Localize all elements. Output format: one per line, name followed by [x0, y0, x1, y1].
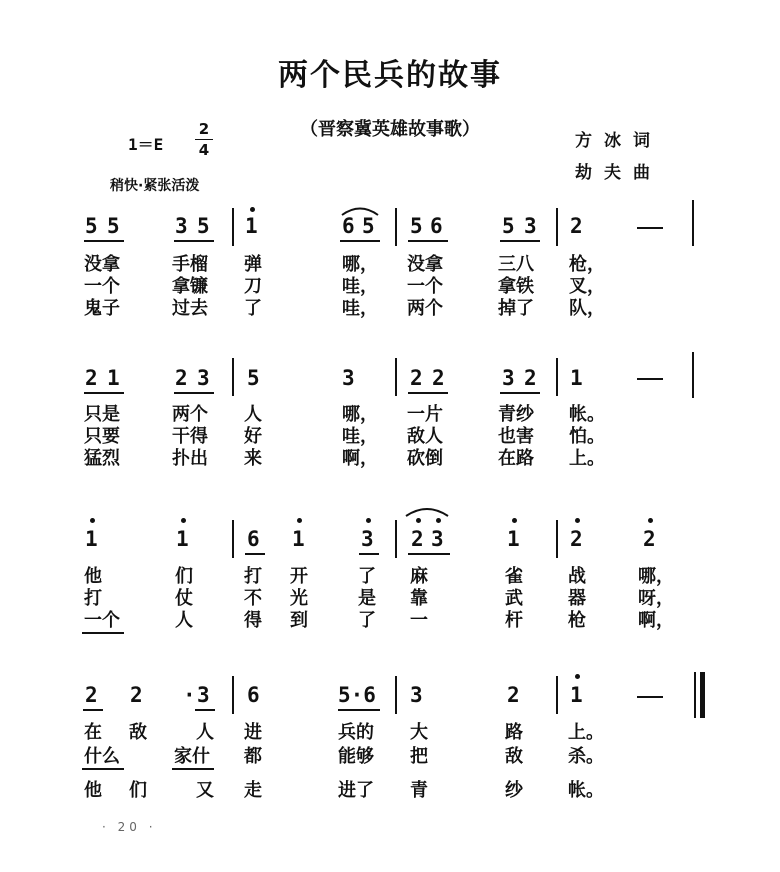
lyric: 了 [358, 566, 376, 587]
lyric: 来 [244, 448, 262, 469]
lyric-extender [82, 768, 124, 770]
lyric: 上。 [568, 722, 604, 743]
high-octave-dot [512, 518, 517, 523]
lyric: 在路 [498, 448, 534, 469]
lyric: 得 [244, 610, 262, 631]
lyric: 手榴 [172, 254, 208, 275]
lyric: 到 [290, 610, 308, 631]
lyric: 战 [568, 566, 586, 587]
high-octave-dot [575, 674, 580, 679]
barline [232, 520, 234, 558]
note: 5 [197, 214, 210, 238]
note: 5·6 [338, 683, 376, 707]
lyric: 哇， [342, 276, 378, 297]
lyric: 不 [244, 588, 262, 609]
note: 2 [570, 214, 583, 238]
lyric: 拿铁 [498, 276, 534, 297]
note: 2 [524, 366, 537, 390]
lyric: 帐。 [568, 780, 604, 801]
note: 2 [410, 366, 423, 390]
eighth-beam [174, 392, 214, 394]
note: 1 [85, 527, 98, 551]
note: 1 [107, 366, 120, 390]
barline [692, 352, 694, 398]
lyric: 哪， [638, 566, 674, 587]
lyric: 打 [244, 566, 262, 587]
eighth-beam [359, 553, 379, 555]
lyric: 啊， [638, 610, 674, 631]
note: 3 [431, 527, 444, 551]
dotted-rhythm-mark: · [183, 683, 196, 707]
lyric: 武 [505, 588, 523, 609]
note: 1 [292, 527, 305, 551]
note: 2 [432, 366, 445, 390]
note: 3 [175, 214, 188, 238]
barline [556, 520, 558, 558]
note: 5 [247, 366, 260, 390]
time-signature [195, 120, 213, 159]
eighth-beam [500, 392, 540, 394]
lyric-extender [172, 768, 214, 770]
barline [556, 358, 558, 396]
lyric: 他 [84, 780, 102, 801]
note: 6 [430, 214, 443, 238]
lyric: 扑出 [172, 448, 208, 469]
sustain-dash [637, 378, 663, 380]
note: 3 [342, 366, 355, 390]
lyric: 什么 [84, 746, 120, 767]
lyric: 纱 [505, 780, 523, 801]
eighth-beam [408, 553, 450, 555]
note: 3 [410, 683, 423, 707]
eighth-beam [84, 240, 124, 242]
lyric: 进 [244, 722, 262, 743]
eighth-beam [340, 240, 380, 242]
barline [395, 676, 397, 714]
lyric: 没拿 [407, 254, 443, 275]
time-signature-bar [195, 139, 213, 140]
lyric: 杆 [505, 610, 523, 631]
lyric: 都 [244, 746, 262, 767]
note: 1 [570, 366, 583, 390]
lyric: 仗 [175, 588, 193, 609]
lyric: 只要 [84, 426, 120, 447]
note: 5 [107, 214, 120, 238]
lyric: 敌 [505, 746, 523, 767]
lyric: 他 [84, 566, 102, 587]
song-subtitle: （晋察冀英雄故事歌） [300, 119, 480, 140]
lyric: 刀 [244, 276, 262, 297]
note: 2 [411, 527, 424, 551]
high-octave-dot [648, 518, 653, 523]
time-signature-top: 2 [198, 120, 210, 138]
lyric: 呀， [638, 588, 674, 609]
note: 1 [245, 214, 258, 238]
lyric: 没拿 [84, 254, 120, 275]
lyric: 光 [290, 588, 308, 609]
note: 3 [502, 366, 515, 390]
lyric: 敌 [129, 722, 147, 743]
lyric: 走 [244, 780, 262, 801]
lyric: 弹 [244, 254, 262, 275]
high-octave-dot [436, 518, 441, 523]
lyric: 把 [410, 746, 428, 767]
lyric: 哇， [342, 426, 378, 447]
lyric: 拿镰 [172, 276, 208, 297]
high-octave-dot [297, 518, 302, 523]
lyric: 麻 [410, 566, 428, 587]
note: 2 [507, 683, 520, 707]
barline [556, 208, 558, 246]
note: 6 [247, 683, 260, 707]
lyric: 进了 [338, 780, 374, 801]
lyric: 靠 [410, 588, 428, 609]
song-title: 两个民兵的故事 [278, 58, 502, 93]
lyric: 人 [196, 722, 214, 743]
lyric: 们 [175, 566, 193, 587]
lyric: 两个 [172, 404, 208, 425]
lyric: 干得 [172, 426, 208, 447]
high-octave-dot [416, 518, 421, 523]
sustain-dash [637, 696, 663, 698]
eighth-beam [84, 392, 124, 394]
lyric: 开 [290, 566, 308, 587]
high-octave-dot [366, 518, 371, 523]
lyric: 路 [505, 722, 523, 743]
barline [232, 358, 234, 396]
lyric: 哪， [342, 254, 378, 275]
note: 2 [130, 683, 143, 707]
barline [232, 676, 234, 714]
lyric: 杀。 [568, 746, 604, 767]
final-barline-thin [694, 672, 696, 718]
lyric: 了 [244, 298, 262, 319]
lyric: 叉， [569, 276, 605, 297]
lyric: 过去 [172, 298, 208, 319]
lyric: 兵的 [338, 722, 374, 743]
lyric: 人 [175, 610, 193, 631]
lyric: 也害 [498, 426, 534, 447]
eighth-beam [500, 240, 540, 242]
eighth-beam [83, 709, 103, 711]
barline [692, 200, 694, 246]
note: 5 [362, 214, 375, 238]
page-number: · 20 · [102, 820, 157, 834]
lyric: 队， [569, 298, 605, 319]
lyric: 哪， [342, 404, 378, 425]
note: 2 [570, 527, 583, 551]
key-signature: 1＝E [128, 135, 164, 154]
note: 3 [197, 366, 210, 390]
note: 5 [85, 214, 98, 238]
lyric: 上。 [569, 448, 605, 469]
lyric: 家什 [174, 746, 210, 767]
barline [395, 208, 397, 246]
note: 1 [507, 527, 520, 551]
high-octave-dot [575, 518, 580, 523]
barline [232, 208, 234, 246]
eighth-beam [195, 709, 215, 711]
lyric: 青 [410, 780, 428, 801]
lyric: 两个 [407, 298, 443, 319]
lyric: 猛烈 [84, 448, 120, 469]
note: 3 [361, 527, 374, 551]
lyric: 枪， [569, 254, 605, 275]
lyric: 打 [84, 588, 102, 609]
lyric-extender [82, 632, 124, 634]
barline [395, 358, 397, 396]
lyric: 敌人 [407, 426, 443, 447]
eighth-beam [408, 240, 448, 242]
lyric: 器 [568, 588, 586, 609]
eighth-beam [338, 709, 380, 711]
lyric: 一片 [407, 404, 443, 425]
lyric: 们 [129, 780, 147, 801]
time-signature-bottom: 4 [198, 141, 210, 159]
lyric: 一个 [407, 276, 443, 297]
lyric: 一个 [84, 276, 120, 297]
note: 5 [410, 214, 423, 238]
lyric: 大 [410, 722, 428, 743]
lyric: 啊， [342, 448, 378, 469]
note: 2 [85, 683, 98, 707]
barline [556, 676, 558, 714]
lyric: 能够 [338, 746, 374, 767]
lyric: 好 [244, 426, 262, 447]
note: 3 [197, 683, 210, 707]
lyric: 帐。 [569, 404, 605, 425]
eighth-beam [245, 553, 265, 555]
tempo-marking: 稍快·紧张活泼 [110, 178, 200, 194]
lyric: 一个 [84, 610, 120, 631]
note: 6 [247, 527, 260, 551]
note: 2 [85, 366, 98, 390]
lyric: 了 [358, 610, 376, 631]
barline [395, 520, 397, 558]
lyricist-credit: 方冰词 [575, 131, 662, 151]
final-barline-thick [700, 672, 705, 718]
lyric: 在 [84, 722, 102, 743]
note: 6 [342, 214, 355, 238]
lyric: 是 [358, 588, 376, 609]
note: 5 [502, 214, 515, 238]
note: 3 [524, 214, 537, 238]
sustain-dash [637, 227, 663, 229]
note: 1 [570, 683, 583, 707]
composer-credit: 劫夫曲 [575, 163, 662, 183]
lyric: 鬼子 [84, 298, 120, 319]
lyric: 人 [244, 404, 262, 425]
lyric: 哇， [342, 298, 378, 319]
eighth-beam [174, 240, 214, 242]
lyric: 砍倒 [407, 448, 443, 469]
note: 2 [643, 527, 656, 551]
note: 2 [175, 366, 188, 390]
lyric: 怕。 [569, 426, 605, 447]
lyric: 枪 [568, 610, 586, 631]
lyric: 三八 [498, 254, 534, 275]
lyric: 一 [410, 610, 428, 631]
lyric: 掉了 [498, 298, 534, 319]
note: 1 [176, 527, 189, 551]
lyric: 雀 [505, 566, 523, 587]
high-octave-dot [250, 207, 255, 212]
slur-mark [404, 505, 450, 517]
eighth-beam [408, 392, 448, 394]
high-octave-dot [90, 518, 95, 523]
lyric: 只是 [84, 404, 120, 425]
lyric: 又 [196, 780, 214, 801]
high-octave-dot [181, 518, 186, 523]
lyric: 青纱 [498, 404, 534, 425]
